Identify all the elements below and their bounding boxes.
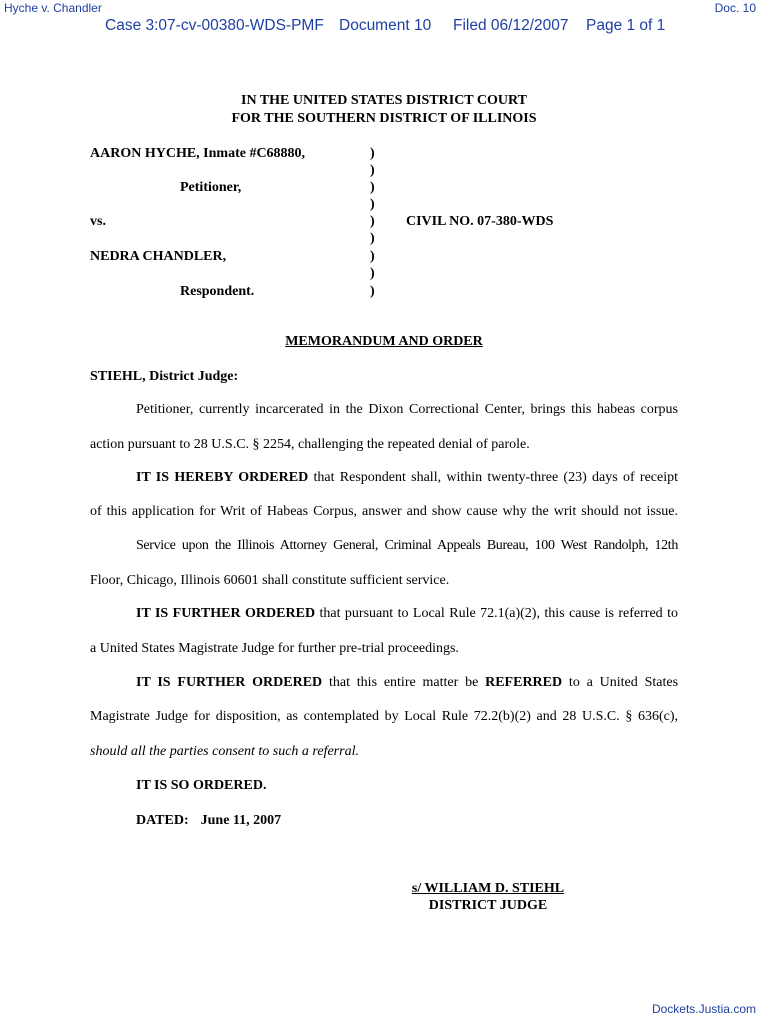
paragraph-1-line-1 xyxy=(136,393,678,427)
dated-value: June 11, 2007 xyxy=(200,813,282,828)
bold-text: IT IS FURTHER ORDERED xyxy=(136,606,316,621)
paragraph-3-line-2: Floor, Chicago, Illinois 60601 shall constitute sufficient service. xyxy=(90,573,450,588)
caption-paren: ) xyxy=(370,284,375,299)
judge-line: STIEHL, District Judge: xyxy=(90,369,239,384)
document-label: Document 10 xyxy=(339,17,432,34)
civil-case-number: CIVIL NO. 07-380-WDS xyxy=(406,214,554,229)
respondent-name: NEDRA CHANDLER, xyxy=(90,249,227,264)
caption-paren: ) xyxy=(370,180,375,195)
text: of this application for Writ of Habeas Corpus, answer and show cause why the writ should not issue. xyxy=(90,504,678,519)
bold-text: REFERRED xyxy=(485,675,563,690)
caption-paren: ) xyxy=(370,146,375,161)
document-number-link[interactable]: Doc. 10 xyxy=(714,1,756,15)
document-title-link[interactable]: Hyche v. Chandler xyxy=(4,1,102,15)
paragraph-4-line-2: a United States Magistrate Judge for further pre-trial proceedings. xyxy=(90,641,459,656)
signature-name: s/ WILLIAM D. STIEHL xyxy=(411,881,565,896)
bold-text: IT IS FURTHER ORDERED xyxy=(136,675,323,690)
caption-paren: ) xyxy=(370,214,375,229)
paragraph-4-line-1 xyxy=(136,597,678,631)
caption-paren: ) xyxy=(370,163,375,178)
paragraph-1-line-2: action pursuant to 28 U.S.C. § 2254, challenging the repeated denial of parole. xyxy=(90,437,530,452)
court-name-line2: FOR THE SOUTHERN DISTRICT OF ILLINOIS xyxy=(231,111,537,126)
dated-label: DATED: xyxy=(136,813,189,828)
caption-paren: ) xyxy=(370,197,375,212)
text: that pursuant to Local Rule 72.1(a)(2), this cause is referred to xyxy=(315,606,679,621)
caption-paren: ) xyxy=(370,231,375,246)
so-ordered: IT IS SO ORDERED. xyxy=(136,778,267,793)
memorandum-title: MEMORANDUM AND ORDER xyxy=(285,334,483,349)
paragraph-5-line-2 xyxy=(90,700,678,734)
bold-text: IT IS HEREBY ORDERED xyxy=(136,470,309,485)
text: Magistrate Judge for disposition, as contemplated by Local Rule 72.2(b)(2) and 28 U.S.C. § 636(c), xyxy=(90,709,678,724)
paragraph-5-line-3: should all the parties consent to such a referral. xyxy=(90,744,359,759)
caption-paren: ) xyxy=(370,266,375,281)
versus-label: vs. xyxy=(90,214,106,229)
paragraph-3-line-1 xyxy=(136,529,678,563)
source-link[interactable]: Dockets.Justia.com xyxy=(651,1002,756,1016)
paragraph-2-line-2 xyxy=(90,495,678,529)
court-name-line1: IN THE UNITED STATES DISTRICT COURT xyxy=(241,93,527,108)
paragraph-2-line-1 xyxy=(136,461,678,495)
dated-line xyxy=(136,813,281,829)
text: Service upon the Illinois Attorney General, Criminal Appeals Bureau, 100 West Randolph, 12th xyxy=(136,538,678,553)
filed-date: Filed 06/12/2007 xyxy=(453,17,569,34)
page-indicator: Page 1 of 1 xyxy=(586,17,666,34)
case-number: Case 3:07-cv-00380-WDS-PMF xyxy=(105,17,324,34)
caption-paren: ) xyxy=(370,249,375,264)
text: that this entire matter be xyxy=(322,675,486,690)
text xyxy=(136,666,678,700)
text: that Respondent shall, within twenty-three (23) days of receipt xyxy=(308,470,678,485)
respondent-role: Respondent. xyxy=(180,284,255,299)
text: Petitioner, currently incarcerated in the Dixon Correctional Center, brings this habeas corpus xyxy=(136,402,678,417)
text xyxy=(136,461,678,495)
petitioner-role: Petitioner, xyxy=(180,180,242,195)
text: to a United States xyxy=(562,675,679,690)
signature-title: DISTRICT JUDGE xyxy=(428,898,548,913)
petitioner-name: AARON HYCHE, Inmate #C68880, xyxy=(90,146,306,161)
text xyxy=(136,597,678,631)
paragraph-5-line-1 xyxy=(136,666,678,700)
